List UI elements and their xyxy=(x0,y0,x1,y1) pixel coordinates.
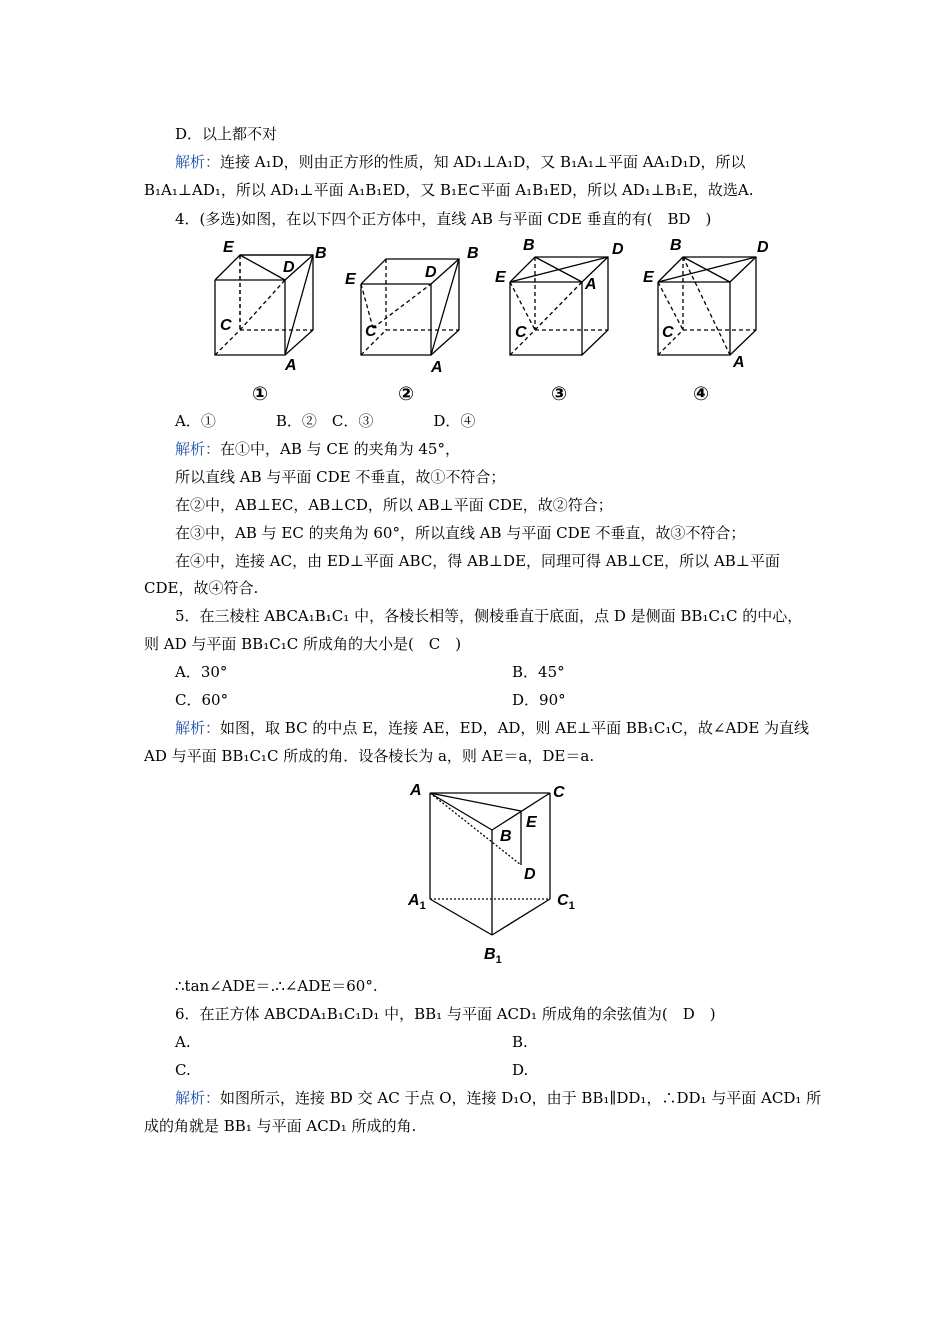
analysis-label: 解析： xyxy=(175,1089,221,1107)
option-c: C．60° xyxy=(175,691,229,709)
cubes-figure xyxy=(205,232,785,407)
prism-label-C1: $C_1$ xyxy=(557,892,575,912)
label-A: A xyxy=(431,359,443,376)
label-C: C xyxy=(365,323,377,340)
q4-stem: 4．(多选)如图，在以下四个正方体中，直线 AB 与平面 CDE 垂直的有( BD ) xyxy=(175,210,712,228)
cube-1 xyxy=(215,255,313,355)
q6-options-row2 xyxy=(0,1060,950,1080)
q4-analysis-line3: 在②中，AB⊥EC，AB⊥CD，所以 AB⊥平面 CDE，故②符合； xyxy=(175,496,613,514)
q3-analysis-line1 xyxy=(0,152,950,172)
cube-2 xyxy=(361,259,459,355)
label-C: C xyxy=(220,317,232,334)
label-B: B xyxy=(670,237,682,254)
option-c: C. xyxy=(175,1061,191,1079)
label-E: E xyxy=(643,269,654,286)
label-D: D xyxy=(612,241,624,258)
label-E: E xyxy=(223,239,234,256)
q4-analysis-line4: 在③中，AB 与 EC 的夹角为 60°，所以直线 AB 与平面 CDE 不垂直，故③不符合； xyxy=(175,524,746,542)
label-C: C xyxy=(515,324,527,341)
q4-analysis-line6: CDE，故④符合. xyxy=(144,579,259,597)
q5-stem-line2: 则 AD 与平面 BB₁C₁C 所成角的大小是( C ) xyxy=(144,635,462,653)
prism-label-E: E xyxy=(526,814,537,831)
label-C: C xyxy=(662,324,674,341)
q5-conclusion: ∴tan∠ADE＝.∴∠ADE＝60°. xyxy=(175,977,378,995)
option-d: D. xyxy=(512,1061,529,1079)
prism-label-B1: $B_1$ xyxy=(484,946,502,966)
prism-label-B: B xyxy=(500,828,512,845)
q4-analysis-line1 xyxy=(0,439,950,459)
option-b: B．45° xyxy=(512,663,565,681)
analysis-label: 解析： xyxy=(175,440,221,458)
label-D: D xyxy=(425,264,437,281)
option-a: A. xyxy=(175,1033,191,1051)
q5-options-row1 xyxy=(0,662,950,682)
q6-options-row1 xyxy=(0,1032,950,1052)
label-E: E xyxy=(495,269,506,286)
q5-analysis-line2: AD 与平面 BB₁C₁C 所成的角．设各棱长为 a，则 AE＝a，DE＝a. xyxy=(144,747,595,765)
label-B: B xyxy=(523,237,535,254)
q5-stem-line1: 5．在三棱柱 ABCA₁B₁C₁ 中，各棱长相等，侧棱垂直于底面，点 D 是侧面 BB₁C₁C 的中心， xyxy=(175,607,803,625)
option-a: A．30° xyxy=(175,663,228,681)
label-D: D xyxy=(283,259,295,276)
prism-label-A1: $A_1$ xyxy=(408,892,426,912)
prism-figure xyxy=(400,775,600,970)
label-A: A xyxy=(585,276,597,293)
analysis-text: 如图，取 BC 的中点 E，连接 AE，ED，AD，则 AE⊥平面 BB₁C₁C，故∠ADE 为直线 xyxy=(220,719,810,737)
q6-analysis-line1 xyxy=(0,1088,950,1108)
prism-label-D: D xyxy=(524,866,536,883)
analysis-text: 连接 A₁D，则由正方形的性质，知 AD₁⊥A₁D，又 B₁A₁⊥平面 AA₁D₁D，所以 xyxy=(220,153,746,171)
q4-options: A．① B．② C．③ D．④ xyxy=(175,412,476,430)
analysis-label: 解析： xyxy=(175,153,221,171)
q3-option-d: D．以上都不对 xyxy=(175,125,278,143)
label-B: B xyxy=(315,245,327,262)
q6-stem: 6．在正方体 ABCDA₁B₁C₁D₁ 中，BB₁ 与平面 ACD₁ 所成角的余弦值为( D ) xyxy=(175,1005,716,1023)
q4-analysis-line5: 在④中，连接 AC，由 ED⊥平面 ABC，得 AB⊥DE，同理可得 AB⊥CE，所以 AB⊥平面 xyxy=(175,552,780,570)
q5-options-row2 xyxy=(0,690,950,710)
fig-label-2: ② xyxy=(398,384,415,405)
q3-analysis-line2: B₁A₁⊥AD₁，所以 AD₁⊥平面 A₁B₁ED，又 B₁E⊂平面 A₁B₁ED，所以 AD₁⊥B₁E，故选A. xyxy=(144,181,754,199)
q6-analysis-line2: 成的角就是 BB₁ 与平面 ACD₁ 所成的角. xyxy=(144,1117,417,1135)
label-E: E xyxy=(345,271,356,288)
option-b: B. xyxy=(512,1033,528,1051)
label-A: A xyxy=(285,357,297,374)
fig-label-3: ③ xyxy=(551,384,568,405)
prism-label-A: A xyxy=(410,782,422,799)
label-A: A xyxy=(733,354,745,371)
analysis-text: 如图所示，连接 BD 交 AC 于点 O，连接 D₁O，由于 BB₁∥DD₁，∴DD₁ 与平面 ACD₁ 所 xyxy=(220,1089,822,1107)
fig-label-1: ① xyxy=(252,384,269,405)
analysis-label: 解析： xyxy=(175,719,221,737)
option-d: D．90° xyxy=(512,691,566,709)
q4-analysis-line2: 所以直线 AB 与平面 CDE 不垂直，故①不符合； xyxy=(175,468,506,486)
prism-label-C: C xyxy=(553,784,565,801)
label-B: B xyxy=(467,245,479,262)
analysis-text: 在①中，AB 与 CE 的夹角为 45°， xyxy=(220,440,460,458)
label-D: D xyxy=(757,239,769,256)
fig-label-4: ④ xyxy=(693,384,710,405)
q5-analysis-line1 xyxy=(0,718,950,738)
